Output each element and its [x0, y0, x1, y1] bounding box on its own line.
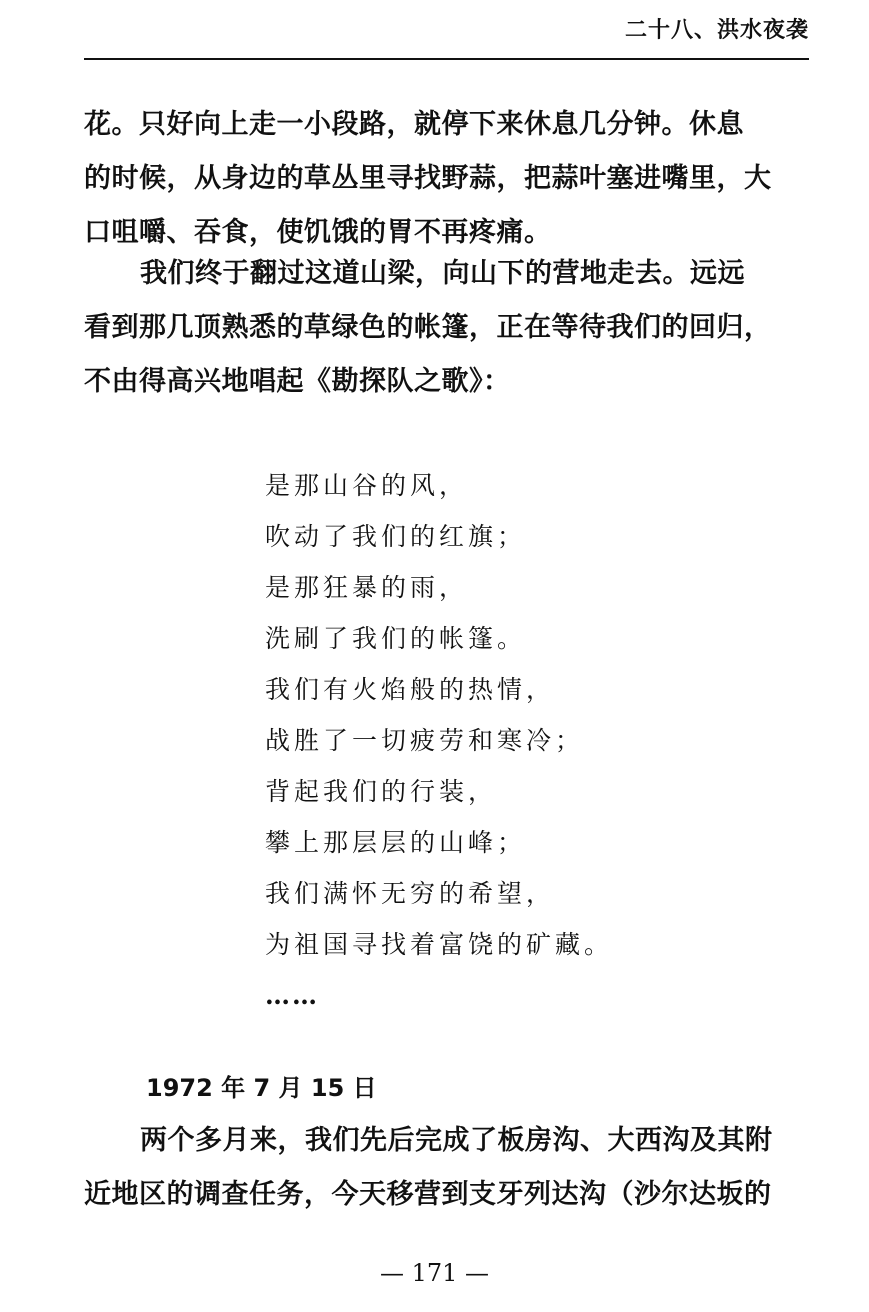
text-line: 口咀嚼、吞食，使饥饿的胃不再疼痛。 [84, 217, 552, 248]
text-line: 看到那几顶熟悉的草绿色的帐篷，正在等待我们的回归， [84, 312, 772, 343]
paragraph-3 [84, 1114, 814, 1222]
lyric-line: 我们有火焰般的热情， [265, 675, 556, 704]
lyric-line: 攀上那层层的山峰； [265, 828, 527, 857]
text-line: 的时候，从身边的草丛里寻找野蒜，把蒜叶塞进嘴里，大 [84, 163, 772, 194]
paragraph-2 [84, 247, 814, 409]
lyric-line: 战胜了一切疲劳和寒冷； [265, 726, 585, 755]
diary-date: 1972 年 7 月 15 日 [146, 1074, 377, 1102]
text-line: 近地区的调查任务，今天移营到支牙列达沟（沙尔达坂的 [84, 1179, 772, 1210]
running-title: 二十八、洪水夜袭 [624, 18, 809, 43]
song-lyrics [265, 460, 613, 1021]
text-line: 不由得高兴地唱起《勘探队之歌》： [84, 366, 511, 397]
text-line: 花。只好向上走一小段路，就停下来休息几分钟。休息 [84, 109, 744, 140]
running-header [84, 14, 809, 56]
lyric-line: 是那山谷的风， [265, 471, 469, 500]
lyric-line: 我们满怀无穷的希望， [265, 879, 556, 908]
header-rule [84, 58, 809, 60]
lyric-line: 背起我们的行装， [265, 777, 498, 806]
lyric-ellipsis: …… [265, 981, 319, 1010]
paragraph-1 [84, 98, 814, 260]
lyric-line: 是那狂暴的雨， [265, 573, 469, 602]
text-line: 我们终于翻过这道山梁，向山下的营地走去。远远 [140, 258, 745, 289]
lyric-line: 吹动了我们的红旗； [265, 522, 527, 551]
lyric-line: 洗刷了我们的帐篷。 [265, 624, 527, 653]
page-number: — 171 — [379, 1259, 490, 1287]
text-line: 两个多月来，我们先后完成了板房沟、大西沟及其附 [140, 1125, 773, 1156]
lyric-line: 为祖国寻找着富饶的矿藏。 [265, 930, 614, 959]
